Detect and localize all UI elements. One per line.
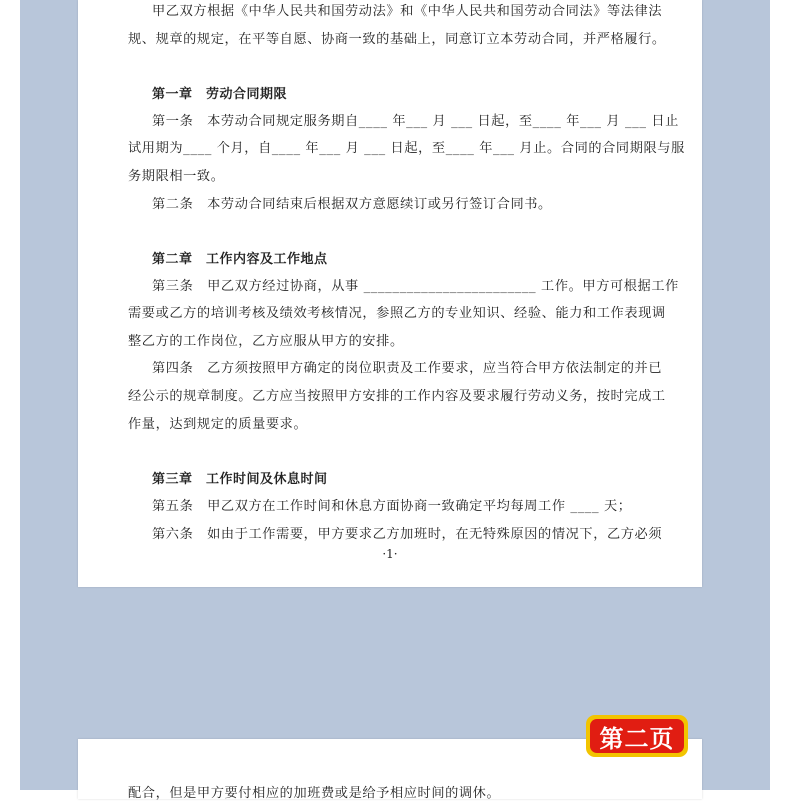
chapter-2-title: 第二章 工作内容及工作地点 bbox=[152, 252, 328, 267]
article-6-line-1: 第六条 如由于工作需要，甲方要求乙方加班时，在无特殊原因的情况下，乙方必须 bbox=[152, 527, 663, 542]
article-1-line-3: 务期限相一致。 bbox=[128, 169, 225, 184]
page-number: ·1· bbox=[382, 547, 398, 561]
article-2-line-1: 第二条 本劳动合同结束后根据双方意愿续订或另行签订合同书。 bbox=[152, 197, 552, 212]
article-4-line-1: 第四条 乙方须按照甲方确定的岗位职责及工作要求，应当符合甲方依法制定的并已 bbox=[152, 361, 663, 376]
page-2-line-1: 配合，但是甲方要付相应的加班费或是给予相应时间的调休。 bbox=[128, 786, 501, 801]
page-two-badge bbox=[586, 715, 688, 757]
contract-page-1 bbox=[78, 0, 702, 587]
intro-line-1: 甲乙双方根据《中华人民共和国劳动法》和《中华人民共和国劳动合同法》等法律法 bbox=[152, 4, 663, 19]
article-4-line-2: 经公示的规章制度。乙方应当按照甲方安排的工作内容及要求履行劳动义务，按时完成工 bbox=[128, 389, 666, 404]
article-5-line-1: 第五条 甲乙双方在工作时间和休息方面协商一致确定平均每周工作 ____ 天； bbox=[152, 499, 632, 514]
intro-line-2: 规、规章的规定，在平等自愿、协商一致的基础上，同意订立本劳动合同，并严格履行。 bbox=[128, 32, 666, 47]
page-two-badge-label: 第二页 bbox=[590, 719, 684, 753]
article-4-line-3: 作量，达到规定的质量要求。 bbox=[128, 417, 308, 432]
chapter-1-title: 第一章 劳动合同期限 bbox=[152, 87, 288, 102]
article-3-line-2: 需要或乙方的培训考核及绩效考核情况，参照乙方的专业知识、经验、能力和工作表现调 bbox=[128, 306, 666, 321]
chapter-3-title: 第三章 工作时间及休息时间 bbox=[152, 472, 328, 487]
article-1-line-1: 第一条 本劳动合同规定服务期自____ 年___ 月 ___ 日起，至____ 年___ 月 ___ 日止 bbox=[152, 114, 679, 129]
article-3-line-3: 整乙方的工作岗位，乙方应服从甲方的安排。 bbox=[128, 334, 404, 349]
article-1-line-2: 试用期为____ 个月，自____ 年___ 月 ___ 日起，至____ 年___ 月止。合同的合同期限与服 bbox=[128, 141, 685, 156]
article-3-line-1: 第三条 甲乙双方经过协商，从事 ________________________ 工作。甲方可根据工作 bbox=[152, 279, 679, 294]
